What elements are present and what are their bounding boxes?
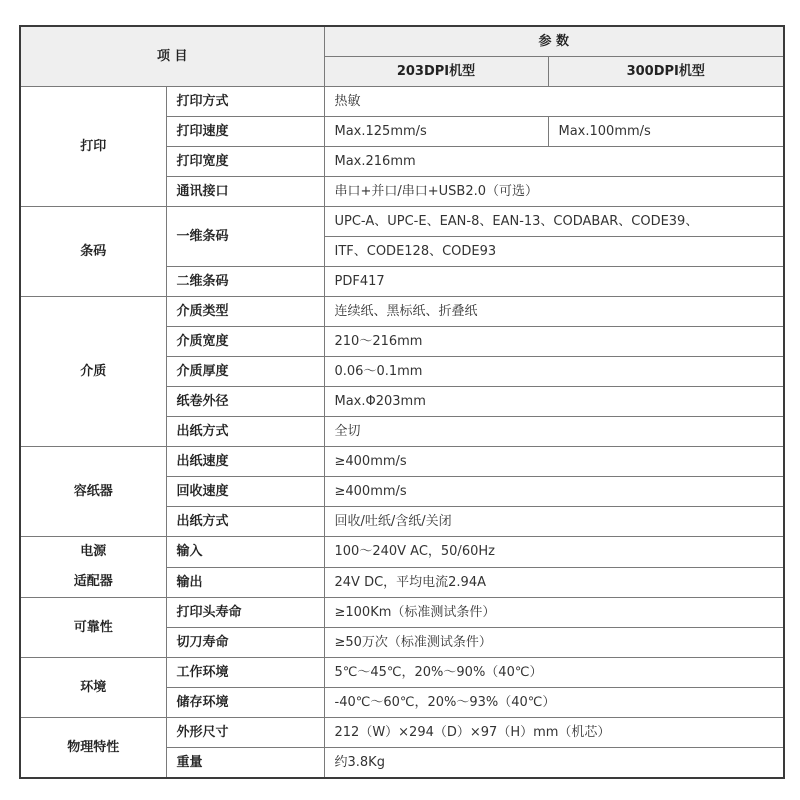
header-item: 项 目 (20, 26, 324, 87)
spec-value-300: Max.100mm/s (548, 117, 784, 147)
spec-name: 通讯接口 (166, 177, 324, 207)
spec-value: 回收/吐纸/含纸/关闭 (324, 507, 784, 537)
table-row (20, 537, 784, 568)
spec-name: 外形尺寸 (166, 718, 324, 748)
spec-value: 212（W）×294（D）×97（H）mm（机芯） (324, 718, 784, 748)
spec-value: 5℃～45℃，20%～90%（40℃） (324, 658, 784, 688)
spec-value: 串口+并口/串口+USB2.0（可选） (324, 177, 784, 207)
spec-name: 一维条码 (166, 207, 324, 267)
spec-value: ≥400mm/s (324, 447, 784, 477)
spec-name: 二维条码 (166, 267, 324, 297)
spec-value: 210～216mm (324, 327, 784, 357)
spec-value: 100～240V AC，50/60Hz (324, 537, 784, 568)
spec-name: 输入 (166, 537, 324, 568)
spec-name: 介质宽度 (166, 327, 324, 357)
table-row (20, 87, 784, 117)
spec-name: 打印宽度 (166, 147, 324, 177)
spec-name: 回收速度 (166, 477, 324, 507)
category-power (20, 537, 166, 598)
spec-name: 输出 (166, 567, 324, 598)
spec-value: 热敏 (324, 87, 784, 117)
spec-name: 介质厚度 (166, 357, 324, 387)
category-holder: 容纸器 (20, 447, 166, 537)
spec-value: PDF417 (324, 267, 784, 297)
spec-value: ≥100Km（标准测试条件） (324, 598, 784, 628)
table-row (20, 658, 784, 688)
spec-name: 打印方式 (166, 87, 324, 117)
category-physical: 物理特性 (20, 718, 166, 779)
spec-table (19, 25, 785, 779)
spec-name: 纸卷外径 (166, 387, 324, 417)
spec-name: 介质类型 (166, 297, 324, 327)
spec-value-203: Max.125mm/s (324, 117, 548, 147)
spec-value: 约3.8Kg (324, 748, 784, 779)
category-power-line1: 电源 (80, 544, 107, 559)
spec-value-line1: UPC-A、UPC-E、EAN-8、EAN-13、CODABAR、CODE39、 (324, 207, 784, 237)
table-row (20, 718, 784, 748)
header-model-203: 203DPI机型 (324, 57, 548, 87)
category-media: 介质 (20, 297, 166, 447)
header-param: 参 数 (324, 26, 784, 57)
category-power-line2: 适配器 (73, 574, 113, 589)
table-row (20, 297, 784, 327)
category-print: 打印 (20, 87, 166, 207)
spec-name: 出纸速度 (166, 447, 324, 477)
spec-name: 工作环境 (166, 658, 324, 688)
category-reliability: 可靠性 (20, 598, 166, 658)
category-environment: 环境 (20, 658, 166, 718)
category-barcode: 条码 (20, 207, 166, 297)
spec-name: 出纸方式 (166, 507, 324, 537)
spec-value: 全切 (324, 417, 784, 447)
spec-name: 出纸方式 (166, 417, 324, 447)
table-row (20, 207, 784, 237)
header-row-1 (20, 26, 784, 57)
spec-table-container (19, 25, 783, 779)
spec-value: ≥400mm/s (324, 477, 784, 507)
header-model-300: 300DPI机型 (548, 57, 784, 87)
spec-name: 打印速度 (166, 117, 324, 147)
spec-value: 连续纸、黑标纸、折叠纸 (324, 297, 784, 327)
spec-value: 24V DC，平均电流2.94A (324, 567, 784, 598)
spec-name: 重量 (166, 748, 324, 779)
spec-name: 打印头寿命 (166, 598, 324, 628)
table-row (20, 447, 784, 477)
spec-name: 储存环境 (166, 688, 324, 718)
spec-value: -40℃～60℃，20%～93%（40℃） (324, 688, 784, 718)
spec-value: 0.06～0.1mm (324, 357, 784, 387)
spec-value-line2: ITF、CODE128、CODE93 (324, 237, 784, 267)
spec-name: 切刀寿命 (166, 628, 324, 658)
spec-value: Max.Φ203mm (324, 387, 784, 417)
spec-value: ≥50万次（标准测试条件） (324, 628, 784, 658)
spec-value: Max.216mm (324, 147, 784, 177)
table-row (20, 598, 784, 628)
